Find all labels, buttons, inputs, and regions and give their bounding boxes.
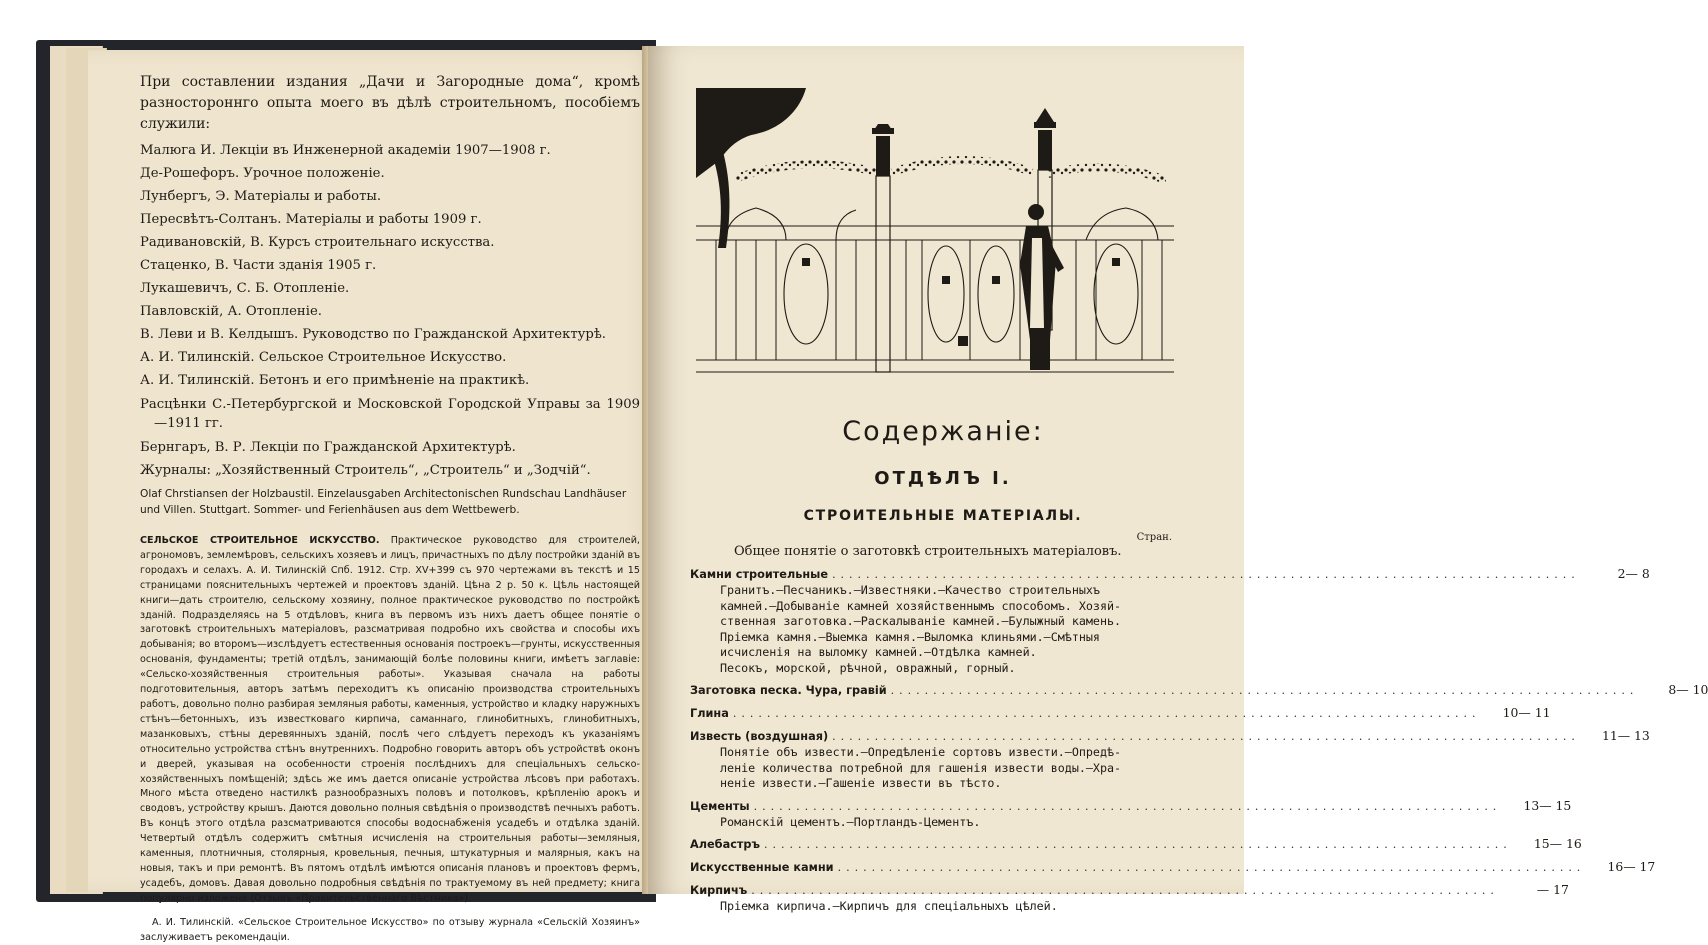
open-book (36, 36, 1708, 943)
table-of-contents (690, 566, 1708, 921)
toc-entry-desc: ственная заготовка.—Раскалываніе камней.—Булыжный камень. (720, 614, 1122, 628)
leader-dots: ........................................................................................ (832, 568, 1580, 581)
leader-dots: ........................................................................................ (764, 838, 1512, 851)
toc-entry-pages: — 17 (1536, 882, 1569, 897)
subsection-heading: СТРОИТЕЛЬНЫЕ МАТЕРІАЛЫ. (803, 508, 1083, 524)
toc-entry-desc: Пріемка кирпича.—Кирпичъ для спеціальныхъ цѣлей. (720, 899, 1058, 913)
reference-item: Павловскій, А. Отопленіе. (140, 304, 322, 319)
toc-entry-pages: 16— 17 (1607, 859, 1656, 874)
toc-entry-title: Алебастръ (690, 838, 761, 851)
toc-entry-pages: 8— 10 (1668, 682, 1708, 697)
toc-entry-desc: Пріемка камня.—Выемка камня.—Выломка клиньями.—Смѣтныя (720, 629, 1100, 644)
leader-dots: ........................................................................................ (890, 684, 1639, 697)
toc-entry-desc: Романскій цементъ.—Портландъ-Цементъ. (720, 814, 981, 829)
toc-entry (690, 728, 1650, 792)
toc-entry-title: Кирпичъ (690, 884, 748, 897)
reference-item: Стаценко, В. Части зданія 1905 г. (140, 258, 377, 273)
toc-entry-desc: Песокъ, морской, рѣчной, овражный, горный. (720, 660, 1016, 675)
reference-item: Де-Рошефоръ. Урочное положеніе. (140, 166, 385, 181)
leader-dots: ........................................................................................ (832, 730, 1580, 743)
toc-entry-desc: Гранитъ.—Песчаникъ.—Известняки.—Качество строительныхъ (720, 583, 1100, 597)
book-advertisement (140, 534, 640, 907)
leader-dots: ........................................................................................ (753, 799, 1502, 813)
reference-list (140, 139, 640, 518)
reference-item: В. Леви и В. Келдышъ. Руководство по Гражданской Архитектурѣ. (140, 327, 606, 342)
toc-entry-pages: 15— 16 (1533, 836, 1582, 851)
fence-illustration (696, 88, 1174, 386)
leader-dots: ........................................................................................ (837, 861, 1586, 874)
reference-item: Лунбергъ, Э. Матеріалы и работы. (140, 189, 382, 204)
ad-footer: А. И. Тилинскій. «Сельское Строительное Искусство» по отзыву журнала «Сельскій Хозяинъ» заслуживаетъ рекомендаціи. (140, 916, 640, 943)
reference-item: Радивановскій, В. Курсъ строительнаго искусства. (140, 235, 495, 250)
intro-paragraph: При составлении издания „Дачи и Загородные дома“, кромѣ разностороннго опыта моего въ дѣлѣ строительномъ, пособіемъ служили: (140, 74, 640, 132)
ad-title: СЕЛЬСКОЕ СТРОИТЕЛЬНОЕ ИСКУССТВО. (140, 535, 380, 546)
toc-entry-title: Глина (690, 707, 729, 720)
toc-entry (690, 797, 1572, 831)
toc-entry (690, 882, 1569, 915)
pages-column-header: Стран. (1136, 532, 1172, 543)
reference-item-foreign: Olaf Chrstiansen der Holzbaustil. Einzelausgaben Architectonischen Rundschau Landhäuser und Villen. Stuttgart. Sommer- und Ferienhäusen aus dem Wettbewerb. (140, 488, 627, 516)
toc-entry-pages: 11— 13 (1601, 728, 1650, 743)
ad-body: Практическое руководство для строителей, агрономовъ, землемѣровъ, сельскихъ хозяевъ и лицъ, причастныхъ по дѣлу постройки зданій въ городахъ и селахъ. А. И. Тилинскій Спб. 1912. Стр. XV+399 съ 970 чертежами въ текстѣ и 15 страницами пояснительныхъ чертежей и проектовъ зданій. Цѣна 2 р. 50 к. Цѣль настоящей книги—дать строителю, сельскому хозяину, полное практическое руководство по постройкѣ зданій. Подразделяясь на 5 отдѣловъ, книга въ первомъ изъ нихъ даетъ общее понятіе о заготовкѣ строительныхъ матеріаловъ, разсматривая подробно ихъ свойства и способы ихъ добыванія; во второмъ—изслѣдуетъ естественныя основанія построекъ—грунты, искусственныя основанія, фундаменты; третій отдѣлъ, занимающій болѣе половины книги, имѣетъ заглавіе: «Сельско-хозяйственныя строительныя работы». Указывая сначала на работы подготовительныя, авторъ затѣмъ переходитъ къ описанію производства строительныхъ работъ, довольно полно разбирая земляныя работы, каменныя, устройство и кладку наружныхъ стѣнъ—бетонныхъ, изъ известковаго кирпича, саманнаго, глинобитныхъ, глинобитныхъ, мазанковыхъ, стѣны деревянныхъ зданій, послѣ чего слѣдуетъ переходъ къ указаніямъ относительно устройства стѣнъ внутреннихъ. Подробно говорить авторъ объ устройствѣ оконъ и дверей, указывая на особенности строенія послѣднихъ для спеціальныхъ сельско-хозяйственныхъ помѣщеній; здѣсь же имъ дается описаніе устройства лѣсовъ при работахъ. Много мѣста отведено настилкѣ разнообразныхъ половъ и потолковъ, крѣпленію арокъ и сводовъ, устройству крышъ. Даются довольно полныя свѣдѣнія о производствѣ печныхъ работъ. Въ концѣ этого отдѣла разсматриваются способы водоснабженія усадебъ и отдѣлка зданій. Четвертый отдѣлъ содержитъ смѣтныя исчисленія на строительныя работы—земляныя, каменныя, плотничныя, столярныя, кровельныя, печныя, штукатурныя и малярныя, какъ на новыя, такъ и при ремонтѣ. Въ пятомъ отдѣлѣ имѣются описанія плановъ и проектовъ фермъ, усадебъ, домовъ. Давая довольно подробныя свѣдѣнія по трактуемому въ ней предмету; книга популярно изложена (Отзывъ «Правительственнаго Вѣстника»). (140, 535, 640, 904)
toc-entry-pages: 13— 15 (1523, 797, 1572, 813)
toc-entry-desc: неніе извести.—Гашеніе извести въ тѣсто. (720, 776, 1002, 790)
toc-entry (690, 836, 1582, 853)
toc-entry (690, 566, 1650, 676)
toc-entry-title: Искусственные камни (690, 861, 834, 874)
toc-entry-title: Цементы (690, 799, 750, 813)
leader-dots: ........................................................................................ (751, 884, 1499, 897)
toc-entry (690, 682, 1708, 699)
toc-entry-desc: Понятіе объ извести.—Опредѣленіе сортовъ извести.—Опредѣ- (720, 745, 1122, 759)
reference-item: А. И. Тилинскій. Бетонъ и его примѣненіе на практикѣ. (140, 373, 530, 388)
toc-entry-pages: 10— 11 (1502, 705, 1551, 720)
leader-dots: ........................................................................................ (732, 707, 1481, 720)
toc-entry-desc: камней.—Добываніе камней хозяйственнымъ способомъ. Хозяй- (720, 598, 1122, 613)
toc-entry-desc: леніе количества потребной для гашенія извести воды.—Хра- (720, 760, 1122, 775)
toc-general-line: Общее понятіе о заготовкѣ строительныхъ матеріаловъ. (734, 544, 1122, 559)
right-page (648, 46, 1708, 913)
toc-entry-title: Камни строительные (690, 568, 829, 581)
toc-entry-title: Известь (воздушная) (690, 730, 829, 743)
section-heading: ОТДѢЛЪ I. (874, 468, 1012, 489)
reference-item: Расцѣнки С.-Петербургской и Московской Городской Управы за 1909—1911 гг. (140, 397, 640, 431)
toc-entry-title: Заготовка песка. Чура, гравій (690, 684, 887, 697)
contents-title: Содержаніе: (842, 416, 1044, 447)
reference-item: Журналы: „Хозяйственный Строитель“, „Строитель“ и „Зодчій“. (140, 463, 591, 478)
reference-item: А. И. Тилинскій. Сельское Строительное Искусство. (140, 350, 507, 365)
left-page (88, 50, 670, 943)
reference-item: Малюга И. Лекціи въ Инженерной академіи 1907—1908 г. (140, 143, 551, 158)
toc-entry (690, 705, 1551, 722)
reference-item: Лукашевичъ, С. Б. Отопленіе. (140, 281, 350, 296)
reference-item: Пересвѣтъ-Солтанъ. Матеріалы и работы 1909 г. (140, 212, 482, 227)
toc-entry (690, 859, 1656, 876)
toc-entry-pages: 2— 8 (1617, 566, 1650, 581)
reference-item: Бернгаръ, В. Р. Лекціи по Гражданской Архитектурѣ. (140, 440, 516, 455)
toc-entry-desc: исчисленія на выломку камней.—Отдѣлка камней. (720, 645, 1037, 659)
